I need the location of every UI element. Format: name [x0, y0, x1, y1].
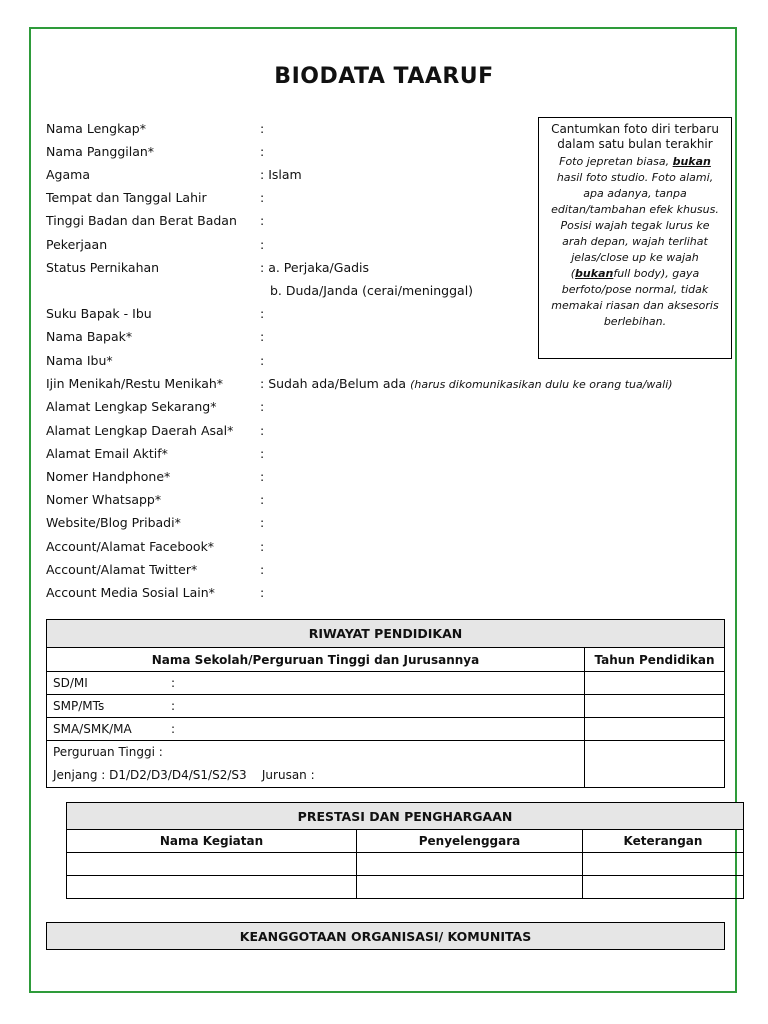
- year-cell[interactable]: [585, 718, 725, 741]
- jenjang-line: Jenjang : D1/D2/D3/D4/S1/S2/S3 Jurusan :: [53, 768, 315, 782]
- field-label: Status Pernikahan: [46, 260, 160, 275]
- table-row: [67, 853, 744, 876]
- note-cell[interactable]: [583, 853, 744, 876]
- field-value-line[interactable]: :: [260, 190, 265, 205]
- field-value: a. Perjaka/Gadis: [268, 260, 370, 275]
- field-value-line[interactable]: :: [260, 469, 265, 484]
- field-value-line[interactable]: : a. Perjaka/Gadis: [260, 260, 370, 275]
- field-value-line[interactable]: :: [260, 562, 265, 577]
- field-label: Ijin Menikah/Restu Menikah*: [46, 376, 224, 391]
- photo-instruction-title: Cantumkan foto diri terbaru dalam satu bulan terakhir: [551, 122, 719, 151]
- education-table: [46, 619, 725, 788]
- field-label: Tempat dan Tanggal Lahir: [46, 190, 207, 205]
- field-value-option: b. Duda/Janda (cerai/meninggal): [270, 283, 474, 298]
- field-value-line[interactable]: : Islam: [260, 167, 302, 182]
- table-row: [47, 672, 725, 695]
- col-organizer: Penyelenggara: [357, 830, 583, 853]
- field-value-line[interactable]: :: [260, 423, 265, 438]
- col-year: Tahun Pendidikan: [585, 648, 725, 672]
- education-heading: RIWAYAT PENDIDIKAN: [47, 620, 725, 648]
- field-value-line[interactable]: :: [260, 492, 265, 507]
- col-school: Nama Sekolah/Perguruan Tinggi dan Jurusannya: [47, 648, 585, 672]
- school-cell-university[interactable]: [47, 741, 585, 788]
- organizations-heading: KEANGGOTAAN ORGANISASI/ KOMUNITAS: [47, 923, 725, 950]
- year-cell[interactable]: [585, 672, 725, 695]
- school-cell-sma[interactable]: SMA/SMK/MA :: [47, 718, 585, 741]
- year-cell[interactable]: [585, 695, 725, 718]
- achievements-table: [66, 802, 744, 899]
- field-label: Pekerjaan: [46, 237, 108, 252]
- table-row: [47, 695, 725, 718]
- field-value-line[interactable]: :: [260, 399, 265, 414]
- table-row: [47, 741, 725, 788]
- field-value-line[interactable]: :: [260, 306, 265, 321]
- year-cell[interactable]: [585, 741, 725, 788]
- emphasis-bukan: bukan: [672, 155, 711, 168]
- field-value: Islam: [268, 167, 302, 182]
- organizer-cell[interactable]: [357, 853, 583, 876]
- page-title: BIODATA TAARUF: [274, 64, 494, 89]
- field-value-line[interactable]: :: [260, 237, 265, 252]
- field-value-line[interactable]: :: [260, 515, 265, 530]
- field-value-line[interactable]: : Sudah ada/Belum ada (harus dikomunikasikan dulu ke orang tua/wali): [260, 376, 673, 391]
- photo-instruction-text: Foto jepretan biasa, bukan hasil foto studio. Foto alami, apa adanya, tanpa editan/tambahan efek khusus. Posisi wajah tegak lurus ke arah depan, wajah terlihat jelas/close up ke wajah (bukanfull body), gaya berfoto/pose normal, tidak memakai riasan dan aksesoris berlebihan.: [551, 155, 719, 328]
- field-label: Website/Blog Pribadi*: [46, 515, 181, 530]
- field-label: Nomer Whatsapp*: [46, 492, 162, 507]
- field-label: Suku Bapak - Ibu: [46, 306, 152, 321]
- field-note: (harus dikomunikasikan dulu ke orang tua/wali): [410, 378, 673, 391]
- field-label: Tinggi Badan dan Berat Badan: [46, 213, 237, 228]
- field-label: Account/Alamat Facebook*: [46, 539, 215, 554]
- activity-cell[interactable]: [67, 853, 357, 876]
- field-value-line[interactable]: :: [260, 353, 265, 368]
- note-cell[interactable]: [583, 876, 744, 899]
- table-row: [47, 718, 725, 741]
- field-label: Nama Lengkap*: [46, 121, 146, 136]
- field-label: Nama Ibu*: [46, 353, 113, 368]
- field-label: Nomer Handphone*: [46, 469, 171, 484]
- school-cell-sd[interactable]: SD/MI :: [47, 672, 585, 695]
- field-label: Nama Panggilan*: [46, 144, 155, 159]
- field-label: Agama: [46, 167, 90, 182]
- field-value-line[interactable]: :: [260, 539, 265, 554]
- field-label: Alamat Lengkap Sekarang*: [46, 399, 217, 414]
- col-note: Keterangan: [583, 830, 744, 853]
- field-value-line[interactable]: :: [260, 329, 265, 344]
- field-label: Nama Bapak*: [46, 329, 133, 344]
- field-label: Account/Alamat Twitter*: [46, 562, 198, 577]
- school-cell-smp[interactable]: SMP/MTs :: [47, 695, 585, 718]
- col-activity: Nama Kegiatan: [67, 830, 357, 853]
- field-value: Sudah ada/Belum ada: [268, 376, 407, 391]
- organizations-table: [46, 922, 725, 950]
- table-row: [67, 876, 744, 899]
- university-label: Perguruan Tinggi :: [53, 745, 163, 759]
- organizer-cell[interactable]: [357, 876, 583, 899]
- emphasis-bukan-2: bukan: [575, 267, 614, 280]
- field-value-line[interactable]: :: [260, 585, 265, 600]
- field-value-line[interactable]: :: [260, 121, 265, 136]
- field-label: Alamat Lengkap Daerah Asal*: [46, 423, 234, 438]
- field-value-line[interactable]: :: [260, 213, 265, 228]
- field-value-line[interactable]: :: [260, 144, 265, 159]
- achievements-heading: PRESTASI DAN PENGHARGAAN: [67, 803, 744, 830]
- activity-cell[interactable]: [67, 876, 357, 899]
- field-label: Alamat Email Aktif*: [46, 446, 168, 461]
- field-label: Account Media Sosial Lain*: [46, 585, 215, 600]
- photo-instruction-box: [538, 117, 732, 359]
- field-value-line[interactable]: :: [260, 446, 265, 461]
